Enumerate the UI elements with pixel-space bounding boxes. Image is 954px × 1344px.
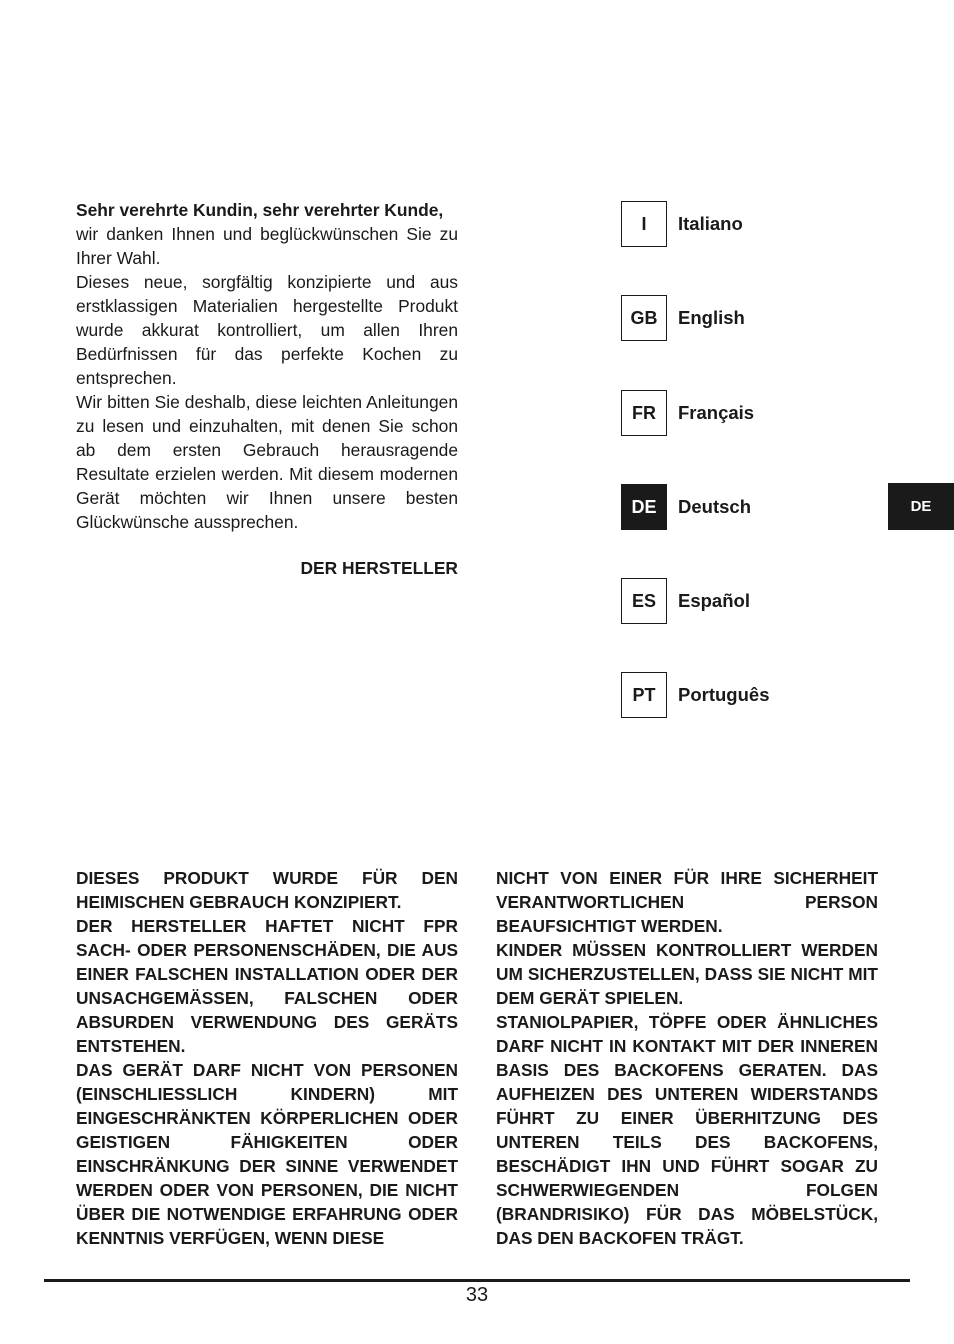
language-item-espanol[interactable] [621,578,750,624]
language-code-box: PT [621,672,667,718]
language-code-box-active: DE [621,484,667,530]
language-item-italiano[interactable] [621,201,743,247]
language-side-tab: DE [888,483,954,530]
language-name: Español [678,590,750,611]
language-name: Français [678,402,755,423]
safety-warning-right: NICHT VON EINER FÜR IHRE SICHERHEIT VERANTWORTLICHEN PERSON BEAUFSICHTIGT WERDEN. KINDER MÜSSEN KONTROLLIERT WERDEN UM SICHERZUSTELLEN, DASS SIE NICHT MIT DEM GERÄT SPIELEN. STANIOLPAPIER, TÖPFE ODER ÄHNLICHES DARF NICHT IN KONTAKT MIT DER INNEREN BASIS DES BACKOFENS GERATEN. DAS AUFHEIZEN DES UNTEREN WIDERSTANDS FÜHRT ZU EINER ÜBERHITZUNG DES UNTEREN TEILS DES BACKOFENS, BESCHÄDIGT IHN UND FÜHRT SOGAR ZU SCHWERWIEGENDEN FOLGEN (BRANDRISIKO) FÜR DAS MÖBELSTÜCK, DAS DEN BACKOFEN TRÄGT. [496,868,878,1248]
language-name: Português [678,684,770,705]
language-item-portugues[interactable] [621,672,769,718]
language-code-box: ES [621,578,667,624]
language-item-deutsch[interactable] [621,484,751,530]
language-name: English [678,307,745,328]
salutation: Sehr verehrte Kundin, sehr verehrter Kunde, [76,200,444,220]
intro-letter [76,198,458,580]
language-code-box: GB [621,295,667,341]
page-number: 33 [465,1284,489,1306]
language-code-box: I [621,201,667,247]
language-code-box: FR [621,390,667,436]
language-name: Deutsch [678,496,751,517]
footer-divider [44,1279,910,1282]
signature: DER HERSTELLER [300,558,458,578]
safety-warning-left: DIESES PRODUKT WURDE FÜR DEN HEIMISCHEN GEBRAUCH KONZIPIERT. DER HERSTELLER HAFTET NICHT FPR SACH- ODER PERSONENSCHÄDEN, DIE AUS EINER FALSCHEN INSTALLATION ODER DER UNSACHGEMÄSSEN, FALSCHEN ODER ABSURDEN VERWENDUNG DES GERÄTS ENTSTEHEN. DAS GERÄT DARF NICHT VON PERSONEN (EINSCHLIESSLICH KINDERN) MIT EINGESCHRÄNKTEN KÖRPERLICHEN ODER GEISTIGEN FÄHIGKEITEN ODER EINSCHRÄNKUNG DER SINNE VERWENDET WERDEN ODER VON PERSONEN, DIE NICHT ÜBER DIE NOTWENDIGE ERFAHRUNG ODER KENNTNIS VERFÜGEN, WENN DIESE [76,868,458,1248]
language-item-english[interactable] [621,295,745,341]
intro-paragraph: wir danken Ihnen und beglückwünschen Sie zu Ihrer Wahl. [76,224,458,268]
language-item-francais[interactable] [621,390,754,436]
intro-paragraph: Wir bitten Sie deshalb, diese leichten Anleitungen zu lesen und einzuhalten, mit denen Sie schon ab dem ersten Gebrauch herausragende Resultate erzielen werden. Mit diesem modernen Gerät möchten wir Ihnen unsere besten Glückwünsche aussprechen. [76,392,458,532]
language-name: Italiano [678,213,743,234]
intro-paragraph: Dieses neue, sorgfältig konzipierte und aus erstklassigen Materialien hergestellte Produkt wurde akkurat kontrolliert, um allen Ihren Bedürfnissen für das perfekte Kochen zu entsprechen. [76,272,458,388]
